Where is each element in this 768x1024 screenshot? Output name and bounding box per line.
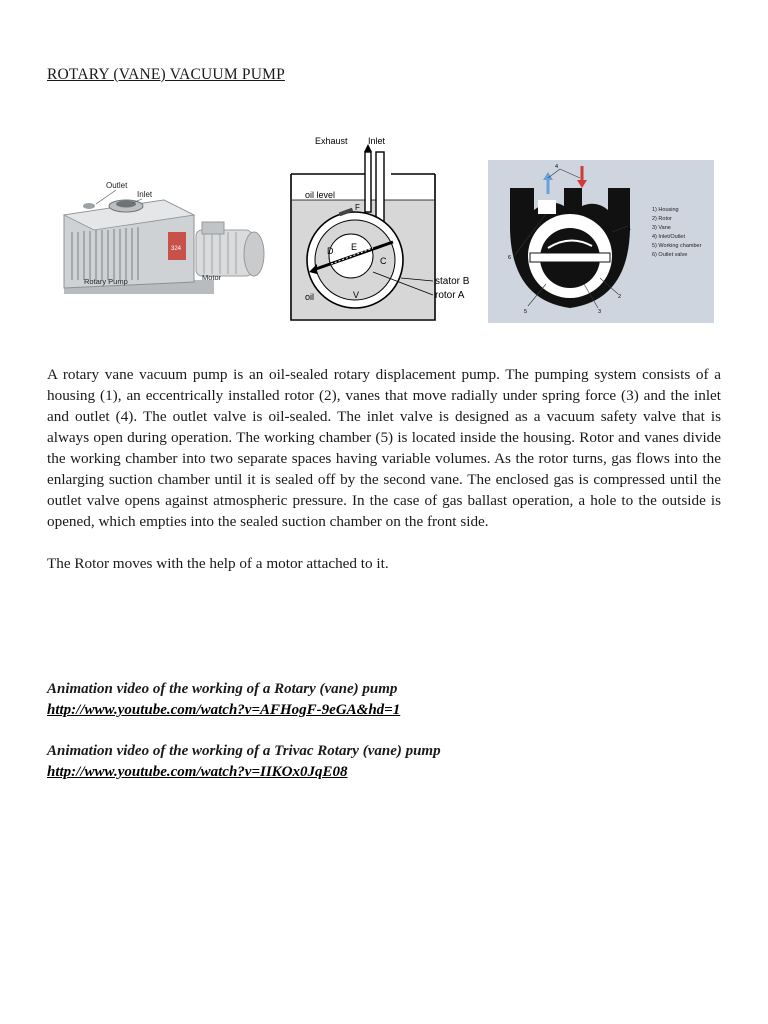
callout-6: 6 (508, 255, 512, 261)
callout-3: 3 (598, 309, 602, 315)
pump-crosssection-figure (488, 160, 714, 323)
video-link-caption: Animation video of the working of a Trivac Rotary (vane) pump (47, 743, 441, 759)
body-paragraph: A rotary vane vacuum pump is an oil-sealed rotary displacement pump. The pumping system consists of a housing (1), an eccentrically installed rotor (2), vanes that move radially under spring force (3) and the inlet and outlet (4). The outlet valve is oil-sealed. The inlet valve is designed as a vacuum safety valve that is always open during operation. The working chamber (5) is located inside the housing. Rotor and vanes divide the working chamber into two separate spaces having variable volumes. As the rotor turns, gas flows into the enlarging suction chamber until it is sealed off by the second vane. The enclosed gas is compressed until the outlet valve opens against atmospheric pressure. In the case of gas ballast operation, a hole to the outside is opened, which empties into the sealed suction chamber on the front side. (47, 366, 721, 530)
pump-photo-figure (44, 170, 274, 318)
video-link-block (47, 679, 400, 721)
legend-item: 5) Working chamber (652, 243, 702, 249)
video-link[interactable]: http://www.youtube.com/watch?v=IIKOx0JqE08 (47, 764, 348, 780)
legend-item: 2) Rotor (652, 216, 672, 222)
rotor-a-label: rotor A (435, 290, 465, 301)
pump-schematic-figure (283, 132, 483, 328)
stator-b-label: stator B (435, 276, 470, 287)
rotary-pump-label: Rotary Pump (84, 277, 128, 286)
exhaust-label: Exhaust (315, 136, 348, 146)
chamber-d-label: D (327, 246, 334, 256)
callout-1: 1 (628, 226, 632, 232)
page-title: ROTARY (VANE) VACUUM PUMP (47, 66, 285, 83)
valve-f-label: F (355, 203, 360, 212)
callout-2: 2 (618, 294, 622, 300)
legend-item: 4) Inlet/Outlet (652, 234, 686, 240)
video-link[interactable]: http://www.youtube.com/watch?v=AFHogF-9eGA&hd=1 (47, 702, 401, 718)
callout-4: 4 (555, 164, 559, 170)
chamber-c-label: C (380, 256, 387, 266)
oil-label: oil (305, 292, 315, 302)
inlet-label: Inlet (137, 190, 153, 199)
inlet-label: Inlet (368, 136, 386, 146)
legend-item: 6) Outlet valve (652, 252, 688, 258)
chamber-e-label: E (351, 242, 358, 252)
legend-item: 3) Vane (652, 225, 671, 231)
video-link-caption: Animation video of the working of a Rotary (vane) pump (47, 681, 398, 697)
body-paragraph-rotor: The Rotor moves with the help of a motor attached to it. (47, 555, 389, 572)
pump-model-label: 324 (171, 246, 182, 252)
vane-v-label: V (353, 290, 360, 300)
motor-label: Motor (202, 273, 222, 282)
outlet-label: Outlet (106, 181, 128, 190)
oil-level-label: oil level (305, 190, 336, 200)
callout-5: 5 (524, 309, 528, 315)
legend-item: 1) Housing (652, 207, 679, 213)
video-link-block (47, 741, 441, 783)
